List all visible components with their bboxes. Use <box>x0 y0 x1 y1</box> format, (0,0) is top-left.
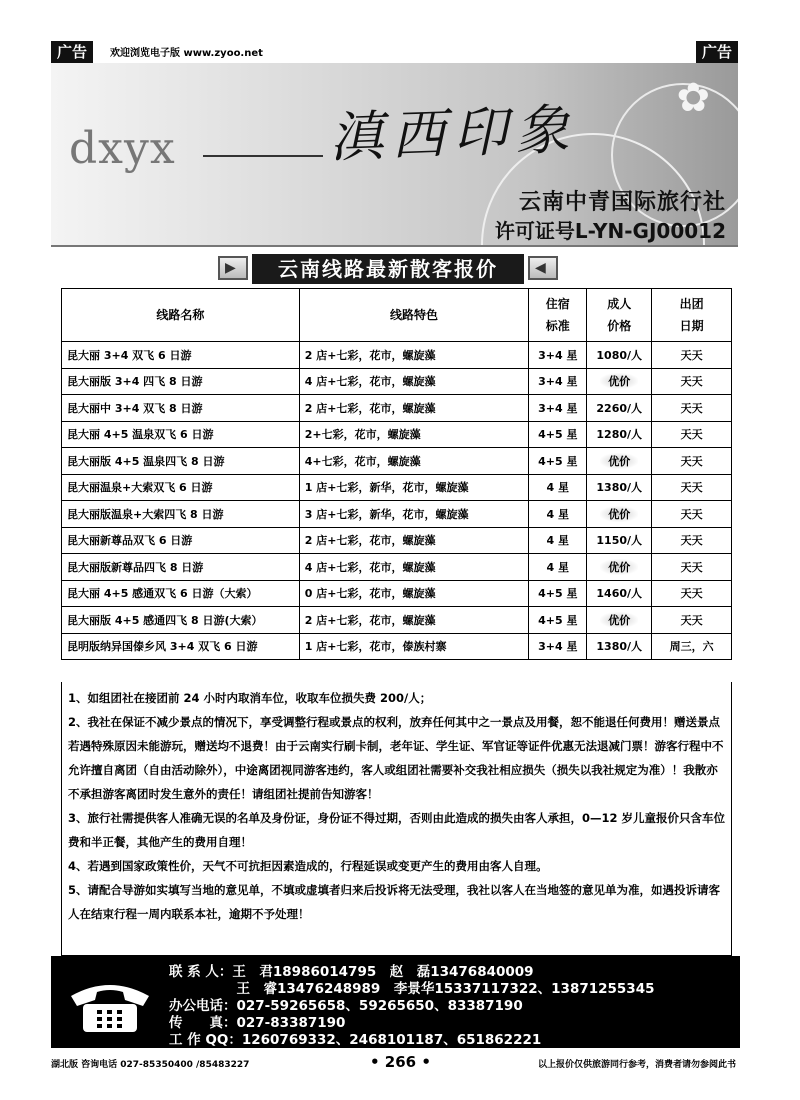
table-header-row <box>62 289 732 342</box>
flower-icon: ✿ <box>676 75 710 121</box>
table-row <box>62 342 732 369</box>
contact-box <box>51 956 740 1048</box>
header-departure-line1: 出团 <box>679 297 704 311</box>
departure-cell-text: 天天 <box>680 613 703 627</box>
departure-cell <box>652 448 732 475</box>
price-cell-text: 1080/人 <box>596 348 643 362</box>
header-lodging-line1: 住宿 <box>545 297 570 311</box>
footer-left: 湖北版 咨询电话 027-85350400 /85483227 <box>51 1060 250 1070</box>
features-cell-text: 2 店+七彩，花市，螺旋藻 <box>304 613 436 627</box>
price-cell <box>587 580 652 607</box>
route-cell-text: 昆大丽版 4+5 温泉四飞 8 日游 <box>67 454 225 468</box>
lodging-cell <box>529 527 587 554</box>
route-cell <box>62 395 300 422</box>
lodging-cell <box>529 501 587 528</box>
departure-cell-text: 周三，六 <box>669 640 714 654</box>
contact-line: 联 系 人：王 君18986014795 赵 磊13476840009 <box>169 964 534 980</box>
departure-cell-text: 天天 <box>680 560 703 574</box>
features-cell <box>299 448 529 475</box>
departure-cell-text: 天天 <box>680 428 703 442</box>
price-section-title: 云南线路最新散客报价 <box>252 254 524 284</box>
brand-divider <box>203 155 323 157</box>
price-cell-text: 优价 <box>600 373 638 389</box>
price-cell-text: 1280/人 <box>596 428 643 442</box>
price-cell <box>587 527 652 554</box>
route-cell <box>62 342 300 369</box>
price-cell <box>587 633 652 660</box>
price-cell <box>587 501 652 528</box>
route-cell <box>62 527 300 554</box>
lodging-cell-text: 4+5 星 <box>538 428 578 442</box>
departure-cell-text: 天天 <box>680 348 703 362</box>
lodging-cell <box>529 342 587 369</box>
route-cell <box>62 421 300 448</box>
lodging-cell-text: 4+5 星 <box>538 613 578 627</box>
features-cell-text: 0 店+七彩，花市，螺旋藻 <box>304 587 436 601</box>
price-cell-text: 2260/人 <box>596 401 643 415</box>
contact-line: 王 睿13476248989 李景华15337117322、13871255345 <box>169 981 655 997</box>
route-cell <box>62 448 300 475</box>
lodging-cell <box>529 395 587 422</box>
header-departure-line2: 日期 <box>679 319 704 333</box>
departure-cell <box>652 395 732 422</box>
play-left-icon: ◀ <box>528 256 558 280</box>
features-cell <box>299 421 529 448</box>
table-row <box>62 474 732 501</box>
price-cell <box>587 607 652 634</box>
table-row <box>62 607 732 634</box>
departure-cell-text: 天天 <box>680 481 703 495</box>
departure-cell <box>652 580 732 607</box>
lodging-cell <box>529 448 587 475</box>
lodging-cell <box>529 607 587 634</box>
table-row <box>62 368 732 395</box>
departure-cell-text: 天天 <box>680 507 703 521</box>
route-cell-text: 昆明版纳异国傣乡风 3+4 双飞 6 日游 <box>67 640 258 654</box>
site-note: 欢迎浏览电子版 www.zyoo.net <box>110 48 263 59</box>
features-cell <box>299 342 529 369</box>
table-row <box>62 527 732 554</box>
lodging-cell-text: 3+4 星 <box>538 640 578 654</box>
features-cell <box>299 474 529 501</box>
note-item: 1、如组团社在接团前 24 小时内取消车位，收取车位损失费 200/人； <box>68 691 432 705</box>
note-item: 4、若遇到国家政策性价，天气不可抗拒因素造成的，行程延误或变更产生的费用由客人自理。 <box>68 859 548 873</box>
route-cell <box>62 368 300 395</box>
departure-cell <box>652 633 732 660</box>
lodging-cell-text: 4 星 <box>546 507 570 521</box>
departure-cell-text: 天天 <box>680 454 703 468</box>
price-cell-text: 优价 <box>600 453 638 469</box>
route-cell-text: 昆大丽版 4+5 感通四飞 8 日游(大索） <box>67 613 263 627</box>
route-cell-text: 昆大丽 3+4 双飞 6 日游 <box>67 348 192 362</box>
header-lodging-line2: 标准 <box>545 319 570 333</box>
route-cell <box>62 580 300 607</box>
header-banner <box>51 63 738 247</box>
departure-cell-text: 天天 <box>680 587 703 601</box>
lodging-cell <box>529 368 587 395</box>
table-row <box>62 501 732 528</box>
agency-name: 云南中青国际旅行社 <box>518 190 726 215</box>
departure-cell <box>652 527 732 554</box>
features-cell-text: 2 店+七彩，花市，螺旋藻 <box>304 348 436 362</box>
features-cell <box>299 633 529 660</box>
departure-cell-text: 天天 <box>680 375 703 389</box>
lodging-cell-text: 3+4 星 <box>538 348 578 362</box>
price-table <box>61 288 732 660</box>
price-cell <box>587 554 652 581</box>
route-cell <box>62 501 300 528</box>
route-cell-text: 昆大丽版新尊品四飞 8 日游 <box>67 560 204 574</box>
lodging-cell <box>529 580 587 607</box>
departure-cell <box>652 501 732 528</box>
features-cell-text: 1 店+七彩，新华，花市，螺旋藻 <box>304 481 469 495</box>
header-route: 线路名称 <box>62 289 300 342</box>
table-row <box>62 554 732 581</box>
table-row <box>62 580 732 607</box>
route-cell-text: 昆大丽中 3+4 双飞 8 日游 <box>67 401 203 415</box>
price-cell-text: 1380/人 <box>596 481 643 495</box>
route-cell <box>62 474 300 501</box>
header-departure <box>652 289 732 342</box>
price-cell-text: 1460/人 <box>596 587 643 601</box>
table-row <box>62 395 732 422</box>
departure-cell <box>652 342 732 369</box>
features-cell-text: 2 店+七彩，花市，螺旋藻 <box>304 534 436 548</box>
departure-cell <box>652 421 732 448</box>
features-cell <box>299 395 529 422</box>
ad-label-left: 广告 <box>51 41 93 63</box>
route-cell-text: 昆大丽温泉+大索双飞 6 日游 <box>67 481 213 495</box>
lodging-cell-text: 3+4 星 <box>538 375 578 389</box>
lodging-cell <box>529 421 587 448</box>
features-cell-text: 2+七彩，花市，螺旋藻 <box>304 428 421 442</box>
route-cell-text: 昆大丽 4+5 温泉双飞 6 日游 <box>67 428 214 442</box>
route-cell-text: 昆大丽版温泉+大索四飞 8 日游 <box>67 507 224 521</box>
route-cell <box>62 633 300 660</box>
price-cell-text: 优价 <box>600 506 638 522</box>
header-adult-line1: 成人 <box>607 297 632 311</box>
features-cell <box>299 607 529 634</box>
ad-label-right: 广告 <box>696 41 738 63</box>
price-cell-text: 1150/人 <box>596 534 643 548</box>
table-row <box>62 633 732 660</box>
table-row <box>62 448 732 475</box>
note-item: 5、请配合导游如实填写当地的意见单，不填或虚填者归来后投诉将无法受理，我社以客人在当地签的意见单为准，如遇投诉请客人在结束行程一周内联系本社，逾期不予处理！ <box>68 883 720 921</box>
work-qq: 工 作 QQ：1260769332、2468101187、651862221 <box>169 1032 542 1048</box>
price-cell <box>587 342 652 369</box>
page-number: • 266 • <box>370 1053 431 1071</box>
lodging-cell-text: 4+5 星 <box>538 587 578 601</box>
route-cell-text: 昆大丽 4+5 感通双飞 6 日游（大索） <box>67 587 258 601</box>
route-cell <box>62 607 300 634</box>
departure-cell-text: 天天 <box>680 534 703 548</box>
lodging-cell-text: 4+5 星 <box>538 454 578 468</box>
departure-cell <box>652 474 732 501</box>
terms-notes <box>61 682 732 956</box>
route-cell <box>62 554 300 581</box>
fax: 传 真：027-83387190 <box>169 1015 346 1031</box>
telephone-icon <box>65 978 155 1034</box>
departure-cell-text: 天天 <box>680 401 703 415</box>
lodging-cell-text: 3+4 星 <box>538 401 578 415</box>
footer-right: 以上报价仅供旅游同行参考，消费者请勿参阅此书 <box>537 1060 736 1070</box>
lodging-cell-text: 4 星 <box>546 481 570 495</box>
header-adult-price <box>587 289 652 342</box>
lodging-cell <box>529 474 587 501</box>
office-phone: 办公电话：027-59265658、59265650、83387190 <box>169 998 523 1014</box>
features-cell <box>299 580 529 607</box>
table-row <box>62 421 732 448</box>
brand-title: 滇西印象 <box>328 97 579 170</box>
route-cell-text: 昆大丽新尊品双飞 6 日游 <box>67 534 193 548</box>
features-cell-text: 4+七彩，花市，螺旋藻 <box>304 454 421 468</box>
lodging-cell <box>529 554 587 581</box>
price-cell <box>587 474 652 501</box>
features-cell <box>299 368 529 395</box>
price-cell-text: 优价 <box>600 559 638 575</box>
lodging-cell-text: 4 星 <box>546 534 570 548</box>
features-cell <box>299 501 529 528</box>
departure-cell <box>652 554 732 581</box>
note-item: 3、旅行社需提供客人准确无误的名单及身份证，身份证不得过期，否则由此造成的损失由客人承担，0—12 岁儿童报价只含车位费和半正餐，其他产生的费用自理！ <box>68 811 726 849</box>
price-cell-text: 优价 <box>600 612 638 628</box>
features-cell-text: 4 店+七彩，花市，螺旋藻 <box>304 560 436 574</box>
header-features: 线路特色 <box>299 289 529 342</box>
features-cell-text: 1 店+七彩，花市，傣族村寨 <box>304 640 447 654</box>
lodging-cell <box>529 633 587 660</box>
departure-cell <box>652 368 732 395</box>
features-cell-text: 4 店+七彩，花市，螺旋藻 <box>304 375 436 389</box>
price-cell <box>587 421 652 448</box>
price-cell <box>587 368 652 395</box>
price-cell-text: 1380/人 <box>596 640 643 654</box>
brand-logo-text: dxyx <box>69 123 176 174</box>
features-cell-text: 3 店+七彩，新华，花市，螺旋藻 <box>304 507 469 521</box>
features-cell-text: 2 店+七彩，花市，螺旋藻 <box>304 401 436 415</box>
header-adult-line2: 价格 <box>607 319 632 333</box>
license-number: 许可证号L-YN-GJ00012 <box>494 219 726 243</box>
play-right-icon: ▶ <box>218 256 248 280</box>
route-cell-text: 昆大丽版 3+4 四飞 8 日游 <box>67 375 203 389</box>
price-cell <box>587 395 652 422</box>
features-cell <box>299 554 529 581</box>
note-item: 2、我社在保证不减少景点的情况下，享受调整行程或景点的权利，放弃任何其中之一景点及用餐，恕不能退任何费用！赠送景点若遇特殊原因未能游玩，赠送均不退费！由于云南实行刷卡制，老年证、学生证、军官证等证件优惠无法退减门票！游客行程中不允许擅自离团（自由活动除外），中途离团视同游客违约，客人或组团社需要补交我社相应损失（损失以我社规定为准）！我散亦不承担游客离团时发生意外的责任！请组团社提前告知游客！ <box>68 715 724 801</box>
header-lodging <box>529 289 587 342</box>
lodging-cell-text: 4 星 <box>546 560 570 574</box>
price-cell <box>587 448 652 475</box>
features-cell <box>299 527 529 554</box>
departure-cell <box>652 607 732 634</box>
